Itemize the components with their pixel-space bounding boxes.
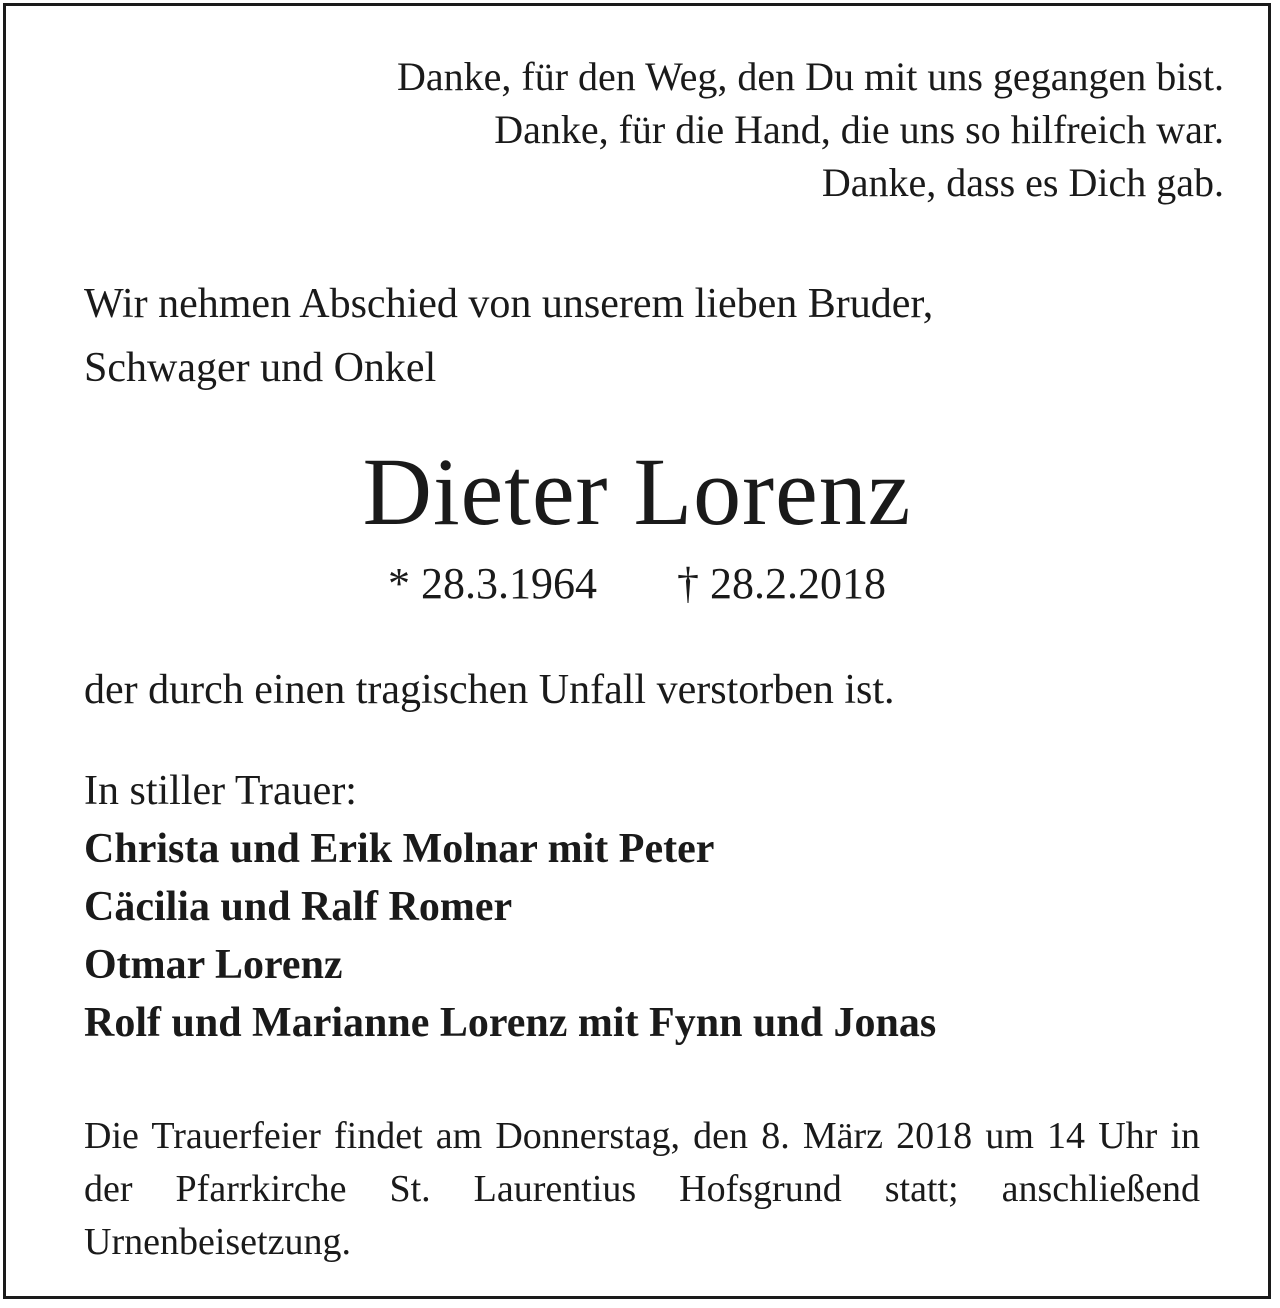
mourning-label: In stiller Trauer: <box>84 768 357 814</box>
motto-line: Danke, für die Hand, die uns so hilfreich war. <box>494 107 1224 152</box>
birth-date: * 28.3.1964 <box>388 559 597 608</box>
mourner-line: Otmar Lorenz <box>84 942 343 988</box>
mourner-line: Rolf und Marianne Lorenz mit Fynn und Jonas <box>84 1000 937 1046</box>
intro-line: Wir nehmen Abschied von unserem lieben Bruder, <box>84 281 934 327</box>
mourner-line: Cäcilia und Ralf Romer <box>84 884 513 930</box>
motto-line: Danke, dass es Dich gab. <box>821 160 1224 205</box>
intro-text <box>84 272 933 400</box>
intro-line: Schwager und Onkel <box>84 345 437 391</box>
death-date: † 28.2.2018 <box>677 559 886 608</box>
life-dates <box>0 554 1274 614</box>
deceased-name: Dieter Lorenz <box>362 438 912 545</box>
motto-verse <box>397 50 1224 209</box>
mourner-line: Christa und Erik Molnar mit Peter <box>84 826 715 872</box>
ceremony-text: Die Trauerfeier findet am Donnerstag, den 8. März 2018 um 14 Uhr in der Pfarrkirche St. Laurentius Hofsgrund statt; anschließend Urnenbeisetzung. <box>84 1115 1200 1263</box>
cause-text: der durch einen tragischen Unfall verstorben ist. <box>84 667 895 713</box>
mourners-block <box>84 762 936 1052</box>
motto-line: Danke, für den Weg, den Du mit uns gegangen bist. <box>397 54 1224 99</box>
